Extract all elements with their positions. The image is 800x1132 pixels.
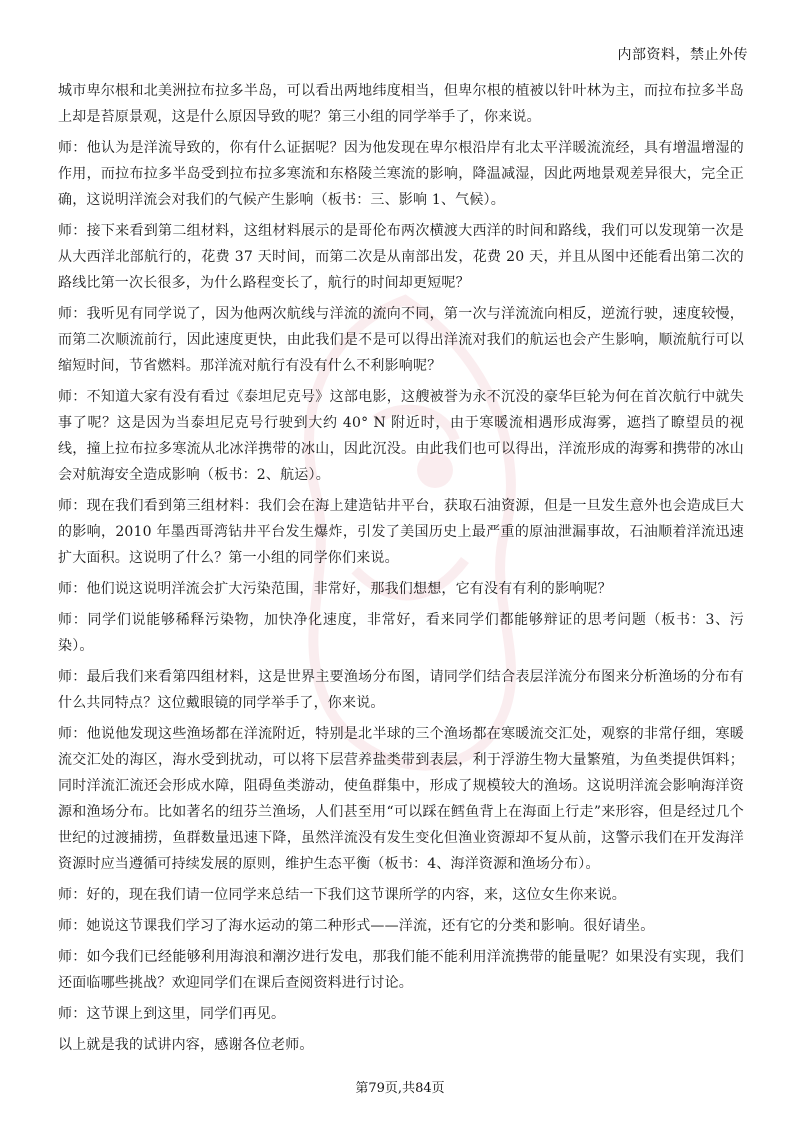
paragraph: 师：这节课上到这里，同学们再见。 [58, 1006, 286, 1022]
paragraph: 城市卑尔根和北美洲拉布拉多半岛，可以看出两地纬度相当，但卑尔根的植被以针叶林为主，而拉布拉多半岛上却是苔原景观，这是什么原因导致的呢？第三小组的同学举手了，你来说。 [58, 83, 744, 125]
paragraph: 师：他说他发现这些渔场都在洋流附近，特别是北半球的三个渔场都在寒暖流交汇处，观察的非常仔细，寒暖流交汇处的海区，海水受到扰动，可以将下层营养盐类带到表层，利于浮游生物大量繁殖，为鱼类提供饵料；同时洋流汇流还会形成水障，阻碍鱼类游动，使鱼群集中，形成了规模较大的渔场。这说明洋流会影响海洋资源和渔场分布。比如著名的纽芬兰渔场，人们甚至用“可以踩在鳕鱼背上在海面上行走”来形容，但是经过几个世纪的过渡捕捞，鱼群数量迅速下降，虽然洋流没有发生变化但渔业资源却不复从前，这警示我们在开发海洋资源时应当遵循可持续发展的原则，维护生态平衡（板书：4、海洋资源和渔场分布）。 [58, 726, 744, 872]
confidential-note: 内部资料，禁止外传 [617, 47, 748, 63]
paragraph: 师：我听见有同学说了，因为他两次航线与洋流的流向不同，第一次与洋流流向相反，逆流行驶，速度较慢，而第二次顺流前行，因此速度更快，由此我们是不是可以得出洋流对我们的航运也会产生影响，顺流航行可以缩短时间，节省燃料。那洋流对航行有没有什么不利影响呢？ [58, 306, 744, 374]
paragraph: 师：最后我们来看第四组材料，这是世界主要渔场分布图，请同学们结合表层洋流分布图来分析渔场的分布有什么共同特点？这位戴眼镜的同学举手了，你来说。 [58, 669, 744, 711]
paragraph: 师：接下来看到第二组材料，这组材料展示的是哥伦布两次横渡大西洋的时间和路线，我们可以发现第一次是从大西洋北部航行的，花费 37 天时间，而第二次是从南部出发，花费 20 天，并且从图中还能看出第二次的路线比第一次长很多，为什么路程变长了，航行的时间却更短呢？ [58, 223, 744, 291]
page-number: 第79页,共84页 [355, 1081, 445, 1096]
paragraph: 师：好的，现在我们请一位同学来总结一下我们这节课所学的内容，来，这位女生你来说。 [58, 887, 626, 903]
document-body [58, 78, 744, 1063]
paragraph: 师：他认为是洋流导致的，你有什么证据呢？因为他发现在卑尔根沿岸有北太平洋暖流流经，具有增温增湿的作用，而拉布拉多半岛受到拉布拉多寒流和东格陵兰寒流的影响，降温减湿，因此两地景观差异很大，完全正确，这说明洋流会对我们的气候产生影响（板书：三、影响 1、气候）。 [58, 140, 744, 208]
paragraph: 师：不知道大家有没有看过《泰坦尼克号》这部电影，这艘被誉为永不沉没的豪华巨轮为何在首次航行中就失事了呢？这是因为当泰坦尼克号行驶到大约 40° N 附近时，由于寒暖流相遇形成海雾，遮挡了瞭望员的视线，撞上拉布拉多寒流从北冰洋携带的冰山，因此沉没。由此我们也可以得出，洋流形成的海雾和携带的冰山会对航海安全造成影响（板书：2、航运）。 [58, 389, 744, 483]
paragraph: 师：她说这节课我们学习了海水运动的第二种形式——洋流，还有它的分类和影响。很好请坐。 [58, 918, 655, 934]
paragraph: 师：同学们说能够稀释污染物，加快净化速度，非常好，看来同学们都能够辩证的思考问题（板书：3、污染）。 [58, 612, 744, 654]
paragraph: 师：现在我们看到第三组材料：我们会在海上建造钻井平台，获取石油资源，但是一旦发生意外也会造成巨大的影响，2010 年墨西哥湾钻井平台发生爆炸，引发了美国历史上最严重的原油泄漏事故，石油顺着洋流迅速扩大面积。这说明了什么？第一小组的同学你们来说。 [58, 498, 744, 566]
paragraph: 以上就是我的试讲内容，感谢各位老师。 [58, 1037, 314, 1053]
paragraph: 师：他们说这说明洋流会扩大污染范围，非常好，那我们想想，它有没有有利的影响呢？ [58, 581, 612, 597]
paragraph: 师：如今我们已经能够利用海浪和潮汐进行发电，那我们能不能利用洋流携带的能量呢？如果没有实现，我们还面临哪些挑战？欢迎同学们在课后查阅资料进行讨论。 [58, 949, 744, 991]
